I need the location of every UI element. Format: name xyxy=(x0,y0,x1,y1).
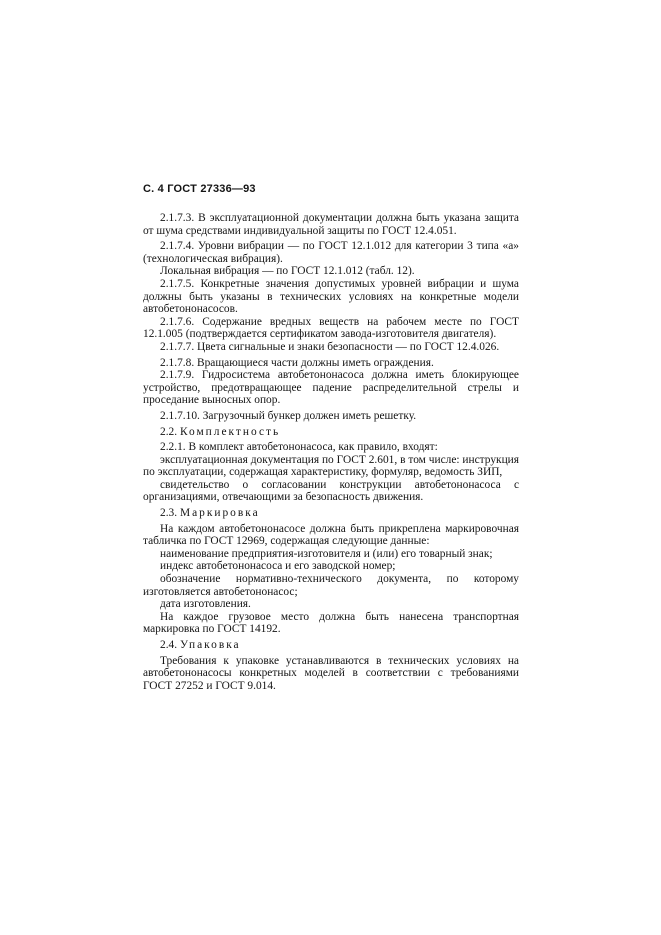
paragraph-local-vibration: Локальная вибрация — по ГОСТ 12.1.012 (табл. 12). xyxy=(160,265,415,278)
paragraph-2-1-7-10: 2.1.7.10. Загрузочный бункер должен иметь решетку. xyxy=(160,409,417,422)
section-title: Комплектность xyxy=(179,425,281,438)
section-number: 2.3. xyxy=(160,507,178,520)
document-body xyxy=(143,212,519,692)
section-heading-marking xyxy=(143,507,519,520)
paragraph-2-1-7-8: 2.1.7.8. Вращающиеся части должны иметь ограждения. xyxy=(160,356,434,369)
paragraph-2-3-index: индекс автобетононасоса и его заводской номер; xyxy=(160,560,396,573)
paragraph-2-2-1-certificate: свидетельство о согласовании конструкции автобетононасоса с организациями, отвечающими за безопасность движения. xyxy=(143,478,519,504)
paragraph-2-1-7-3: 2.1.7.3. В эксплуатационной документации должна быть указана защита от шума средствами индивидуальной защиты по ГОСТ 12.4.051. xyxy=(143,212,519,237)
paragraph-2-2-1: 2.2.1. В комплект автобетононасоса, как правило, входят: xyxy=(160,441,438,454)
section-title: Маркировка xyxy=(179,507,260,520)
paragraph-2-3-plate: На каждом автобетононасосе должна быть прикреплена маркировочная табличка по ГОСТ 12969, содержащая следующие данные: xyxy=(143,522,519,548)
paragraph-2-1-7-6: 2.1.7.6. Содержание вредных веществ на рабочем месте по ГОСТ 12.1.005 (подтверждается сертификатом завода-изготовителя двигателя). xyxy=(143,315,519,341)
paragraph-2-3-transport: На каждое грузовое место должна быть нанесена транспортная маркировка по ГОСТ 14192. xyxy=(143,610,519,636)
paragraph-2-1-7-7: 2.1.7.7. Цвета сигнальные и знаки безопасности — по ГОСТ 12.4.026. xyxy=(160,340,500,353)
paragraph-2-2-1-docs: эксплуатационная документация по ГОСТ 2.601, в том числе: инструкция по эксплуатации, содержащая характеристику, формуляр, ведомость ЗИП, xyxy=(143,453,519,479)
paragraph-2-1-7-5: 2.1.7.5. Конкретные значения допустимых уровней вибрации и шума должны быть указаны в технических условиях на конкретные модели автобетононасосов. xyxy=(143,277,519,316)
page-header: С. 4 ГОСТ 27336—93 xyxy=(143,183,256,195)
section-number: 2.4. xyxy=(160,639,178,651)
paragraph-2-3-document: обозначение нормативно-технического документа, по которому изготовляется автобетононасос; xyxy=(143,573,519,598)
section-number: 2.2. xyxy=(160,425,178,438)
section-heading-packaging xyxy=(143,639,519,652)
paragraph-2-4-requirements: Требования к упаковке устанавливаются в технических условиях на автобетононасосы конкретных моделей в соответствии с требованиями ГОСТ 27252 и ГОСТ 9.014. xyxy=(143,654,519,692)
section-heading-completeness xyxy=(143,426,519,439)
paragraph-2-1-7-4: 2.1.7.4. Уровни вибрации — по ГОСТ 12.1.012 для категории 3 типа «а» (технологическая вибрация). xyxy=(143,240,519,265)
paragraph-2-1-7-9: 2.1.7.9. Гидросистема автобетононасоса должна иметь блокирующее устройство, предотвращающее падение распределительной стрелы и проседание выносных опор. xyxy=(143,369,519,407)
paragraph-2-3-manufacturer: наименование предприятия-изготовителя и (или) его товарный знак; xyxy=(160,547,493,560)
paragraph-2-3-date: дата изготовления. xyxy=(160,598,251,611)
section-title: Упаковка xyxy=(179,639,241,651)
